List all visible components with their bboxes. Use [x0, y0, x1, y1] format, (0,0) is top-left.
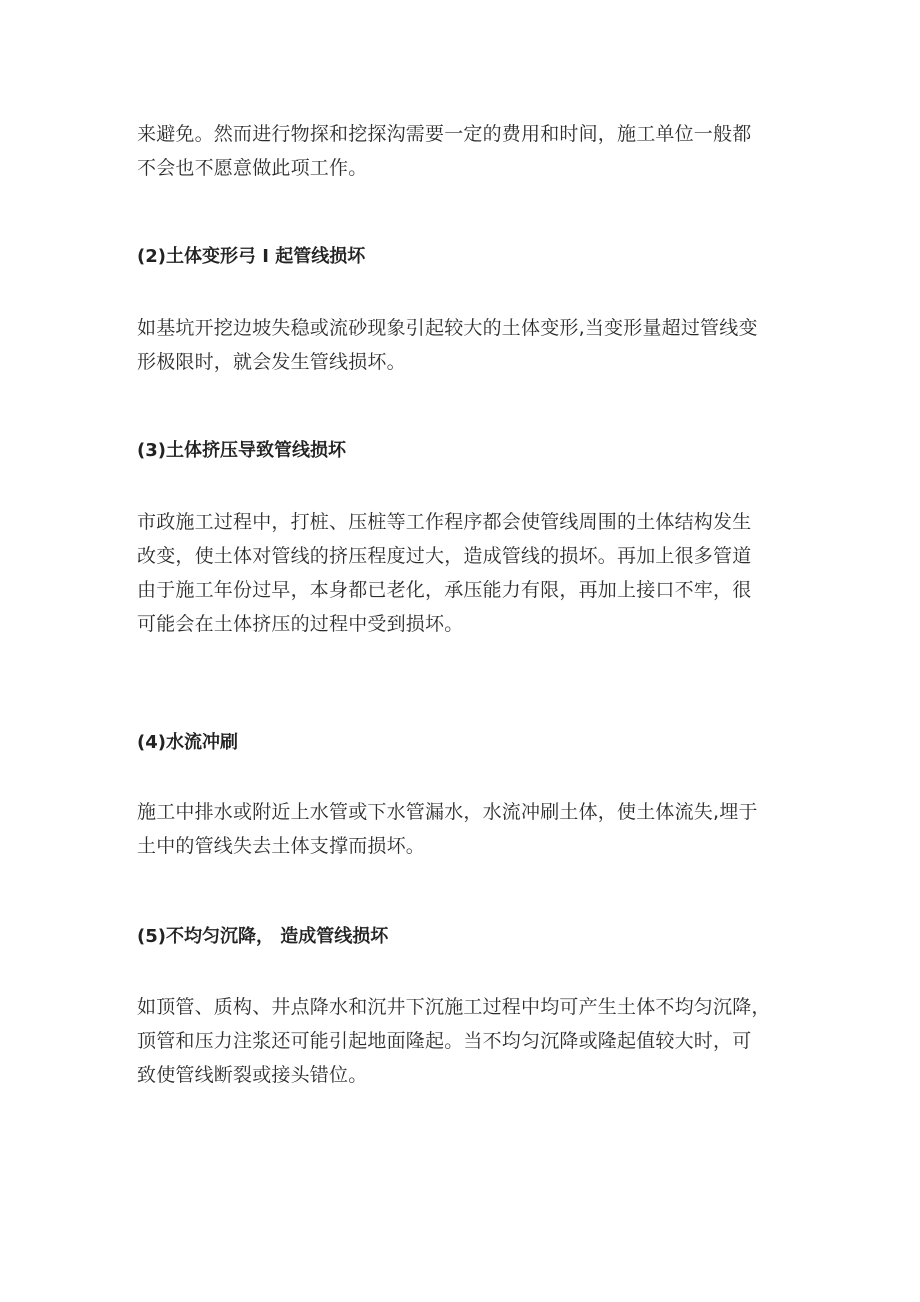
heading-5: (5)不均匀沉降， 造成管线损坏 — [137, 926, 389, 947]
paragraph-line: 可能会在土体挤压的过程中受到损坏。 — [137, 613, 464, 635]
paragraph-1 — [137, 117, 797, 185]
paragraph-line: 如顶管、质构、井点降水和沉井下沉施工过程中均可产生土体不均匀沉降， — [137, 996, 771, 1018]
paragraph-line: 由于施工年份过早，本身都已老化，承压能力有限，再加上接口不牢，很 — [137, 579, 752, 601]
paragraph-line: 形极限时，就会发生管线损坏。 — [137, 351, 406, 373]
paragraph-2 — [137, 311, 797, 379]
heading-3: (3)土体挤压导致管线损坏 — [137, 440, 346, 461]
paragraph-line: 致使管线断裂或接头错位。 — [137, 1064, 368, 1086]
paragraph-line: 来避免。然而进行物探和挖探沟需要一定的费用和时间，施工单位一般都 — [137, 123, 752, 145]
paragraph-line: 施工中排水或附近上水管或下水管漏水，水流冲刷土体，使土体流失,埋于 — [137, 801, 758, 823]
paragraph-line: 不会也不愿意做此项工作。 — [137, 157, 368, 179]
paragraph-line: 顶管和压力注浆还可能引起地面隆起。当不均匀沉降或隆起值较大时，可 — [137, 1030, 752, 1052]
paragraph-line: 土中的管线失去土体支撑而损坏。 — [137, 835, 426, 857]
paragraph-5 — [137, 990, 797, 1092]
paragraph-4 — [137, 795, 797, 863]
paragraph-line: 如基坑开挖边坡失稳或流砂现象引起较大的土体变形,当变形量超过管线变 — [137, 317, 758, 339]
heading-2: (2)土体变形弓 I 起管线损坏 — [137, 246, 366, 267]
paragraph-line: 市政施工过程中，打桩、压桩等工作程序都会使管线周围的土体结构发生 — [137, 511, 752, 533]
paragraph-line: 改变，使土体对管线的挤压程度过大，造成管线的损坏。再加上很多管道 — [137, 545, 752, 567]
heading-4: (4)水流冲刷 — [137, 732, 238, 753]
paragraph-3 — [137, 505, 797, 641]
